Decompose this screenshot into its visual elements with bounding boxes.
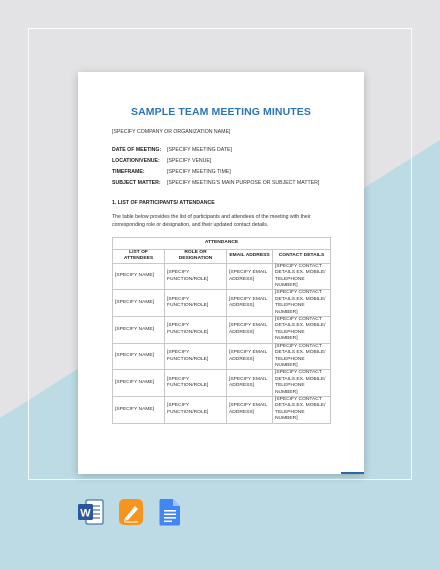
table-row [113, 317, 331, 344]
field-label-timeframe: TIMEFRAME: [112, 169, 145, 175]
field-value-location: [SPECIFY VENUE] [167, 158, 212, 164]
section-heading: 1. LIST OF PARTICIPANTS/ ATTENDANCE [112, 200, 215, 206]
company-name: [SPECIFY COMPANY OR ORGANIZATION NAME] [112, 129, 231, 135]
attendee-name-cell: [SPECIFY NAME] [113, 263, 165, 290]
email-cell: [SPECIFY EMAIL ADDRESS] [227, 370, 273, 397]
field-value-timeframe: [SPECIFY MEETING TIME] [167, 169, 231, 175]
attendee-name-cell: [SPECIFY NAME] [113, 396, 165, 423]
role-cell: [SPECIFY FUNCTION/ROLE] [165, 370, 227, 397]
field-value-subject: [SPECIFY MEETING'S MAIN PURPOSE OR SUBJECT MATTER] [167, 180, 320, 186]
column-header: LIST OF ATTENDEES [113, 250, 165, 264]
attendee-name-cell: [SPECIFY NAME] [113, 290, 165, 317]
contact-cell: [SPECIFY CONTACT DETAILS EX. MOBILE/ TELEPHONE NUMBER] [273, 370, 331, 397]
document-title: SAMPLE TEAM MEETING MINUTES [130, 106, 312, 118]
field-value-date: [SPECIFY MEETING DATE] [167, 147, 232, 153]
contact-cell: [SPECIFY CONTACT DETAILS EX. MOBILE/ TELEPHONE NUMBER] [273, 317, 331, 344]
table-row [113, 290, 331, 317]
contact-cell: [SPECIFY CONTACT DETAILS EX. MOBILE/ TELEPHONE NUMBER] [273, 290, 331, 317]
field-label-subject: SUBJECT MATTER: [112, 180, 161, 186]
table-caption: ATTENDANCE [113, 238, 331, 250]
field-label-location: LOCATION/VENUE: [112, 158, 160, 164]
role-cell: [SPECIFY FUNCTION/ROLE] [165, 396, 227, 423]
section-paragraph: The table below provides the list of participants and attendees of the meeting with their corresponding role or designation, and their updated contact details. [112, 214, 311, 228]
field-label-date: DATE OF MEETING: [112, 147, 162, 153]
word-icon[interactable] [78, 497, 104, 527]
email-cell: [SPECIFY EMAIL ADDRESS] [227, 343, 273, 370]
email-cell: [SPECIFY EMAIL ADDRESS] [227, 263, 273, 290]
attendance-table [112, 237, 331, 424]
role-cell: [SPECIFY FUNCTION/ROLE] [165, 343, 227, 370]
role-cell: [SPECIFY FUNCTION/ROLE] [165, 290, 227, 317]
table-row [113, 263, 331, 290]
contact-cell: [SPECIFY CONTACT DETAILS EX. MOBILE/ TELEPHONE NUMBER] [273, 263, 331, 290]
table-row [113, 370, 331, 397]
google-docs-icon[interactable] [157, 497, 183, 527]
role-cell: [SPECIFY FUNCTION/ROLE] [165, 317, 227, 344]
attendee-name-cell: [SPECIFY NAME] [113, 317, 165, 344]
svg-text:W: W [80, 507, 91, 520]
document-page [78, 72, 364, 474]
contact-cell: [SPECIFY CONTACT DETAILS EX. MOBILE/ TELEPHONE NUMBER] [273, 396, 331, 423]
table-row [113, 396, 331, 423]
column-header: EMAIL ADDRESS [227, 250, 273, 264]
role-cell: [SPECIFY FUNCTION/ROLE] [165, 263, 227, 290]
attendee-name-cell: [SPECIFY NAME] [113, 370, 165, 397]
email-cell: [SPECIFY EMAIL ADDRESS] [227, 290, 273, 317]
column-header: ROLE OR DESIGNATION [165, 250, 227, 264]
contact-cell: [SPECIFY CONTACT DETAILS EX. MOBILE/ TELEPHONE NUMBER] [273, 343, 331, 370]
pages-icon[interactable] [118, 497, 144, 527]
attendee-name-cell: [SPECIFY NAME] [113, 343, 165, 370]
page-corner-tab [341, 472, 364, 474]
column-header: CONTACT DETAILS [273, 250, 331, 264]
email-cell: [SPECIFY EMAIL ADDRESS] [227, 396, 273, 423]
table-row [113, 343, 331, 370]
email-cell: [SPECIFY EMAIL ADDRESS] [227, 317, 273, 344]
